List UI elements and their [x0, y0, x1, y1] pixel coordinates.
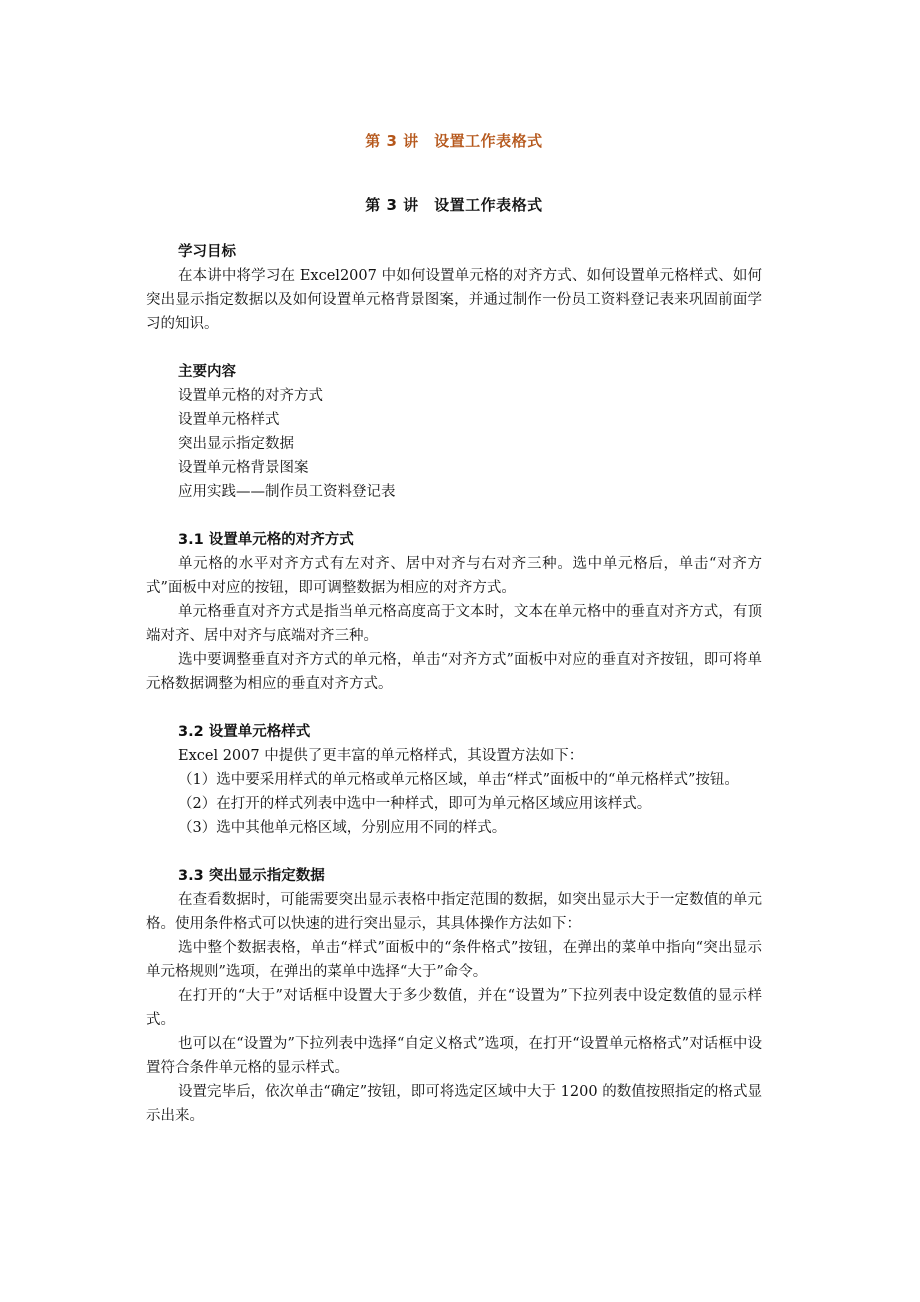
- section-3-2-paragraph: （1）选中要采用样式的单元格或单元格区域，单击“样式”面板中的“单元格样式”按钮。: [178, 772, 739, 788]
- main-content-item: 设置单元格的对齐方式: [178, 388, 323, 404]
- objectives-paragraph: 在本讲中将学习在 Excel2007 中如何设置单元格的对齐方式、如何设置单元格样式、如何突出显示指定数据以及如何设置单元格背景图案，并通过制作一份员工资料登记表来巩固前面学习的知识。: [146, 268, 762, 332]
- section-3-1-paragraph: 单元格的水平对齐方式有左对齐、居中对齐与右对齐三种。选中单元格后，单击“对齐方式”面板中对应的按钮，即可调整数据为相应的对齐方式。: [146, 556, 762, 596]
- document-sub-title: 第 3 讲 设置工作表格式: [365, 196, 543, 214]
- main-content-item: 设置单元格背景图案: [178, 460, 309, 476]
- document-body: [146, 240, 762, 1128]
- spacer: [146, 840, 762, 864]
- section-3-3-paragraph: 设置完毕后，依次单击“确定”按钮，即可将选定区域中大于 1200 的数值按照指定的格式显示出来。: [146, 1084, 762, 1124]
- section-3-2-paragraph: Excel 2007 中提供了更丰富的单元格样式，其设置方法如下：: [178, 748, 584, 764]
- section-3-3-paragraph: 也可以在“设置为”下拉列表中选择“自定义格式”选项，在打开“设置单元格格式”对话框中设置符合条件单元格的显示样式。: [146, 1036, 762, 1076]
- objectives-heading: 学习目标: [178, 244, 236, 260]
- spacer: [146, 504, 762, 528]
- spacer: [146, 696, 762, 720]
- section-3-2-paragraph: （2）在打开的样式列表中选中一种样式，即可为单元格区域应用该样式。: [178, 796, 652, 812]
- main-content-heading: 主要内容: [178, 364, 236, 380]
- section-3-3-paragraph: 在查看数据时，可能需要突出显示表格中指定范围的数据，如突出显示大于一定数值的单元格。使用条件格式可以快速的进行突出显示，其具体操作方法如下：: [146, 892, 762, 932]
- section-3-2-paragraph: （3）选中其他单元格区域，分别应用不同的样式。: [178, 820, 507, 836]
- document-top-title: 第 3 讲 设置工作表格式: [365, 132, 543, 150]
- section-3-3-paragraph: 在打开的“大于”对话框中设置大于多少数值，并在“设置为”下拉列表中设定数值的显示样式。: [146, 988, 762, 1028]
- spacer: [146, 336, 762, 360]
- section-3-1-heading: 3.1 设置单元格的对齐方式: [178, 532, 354, 548]
- section-3-3-paragraph: 选中整个数据表格，单击“样式”面板中的“条件格式”按钮，在弹出的菜单中指向“突出显示单元格规则”选项，在弹出的菜单中选择“大于”命令。: [146, 940, 762, 980]
- main-content-item: 应用实践——制作员工资料登记表: [178, 484, 396, 500]
- main-content-item: 突出显示指定数据: [178, 436, 294, 452]
- main-content-item: 设置单元格样式: [178, 412, 280, 428]
- section-3-1-paragraph: 选中要调整垂直对齐方式的单元格，单击“对齐方式”面板中对应的垂直对齐按钮，即可将单元格数据调整为相应的垂直对齐方式。: [146, 652, 762, 692]
- section-3-1-paragraph: 单元格垂直对齐方式是指当单元格高度高于文本时，文本在单元格中的垂直对齐方式，有顶端对齐、居中对齐与底端对齐三种。: [146, 604, 762, 644]
- section-3-2-heading: 3.2 设置单元格样式: [178, 724, 311, 740]
- section-3-3-heading: 3.3 突出显示指定数据: [178, 868, 325, 884]
